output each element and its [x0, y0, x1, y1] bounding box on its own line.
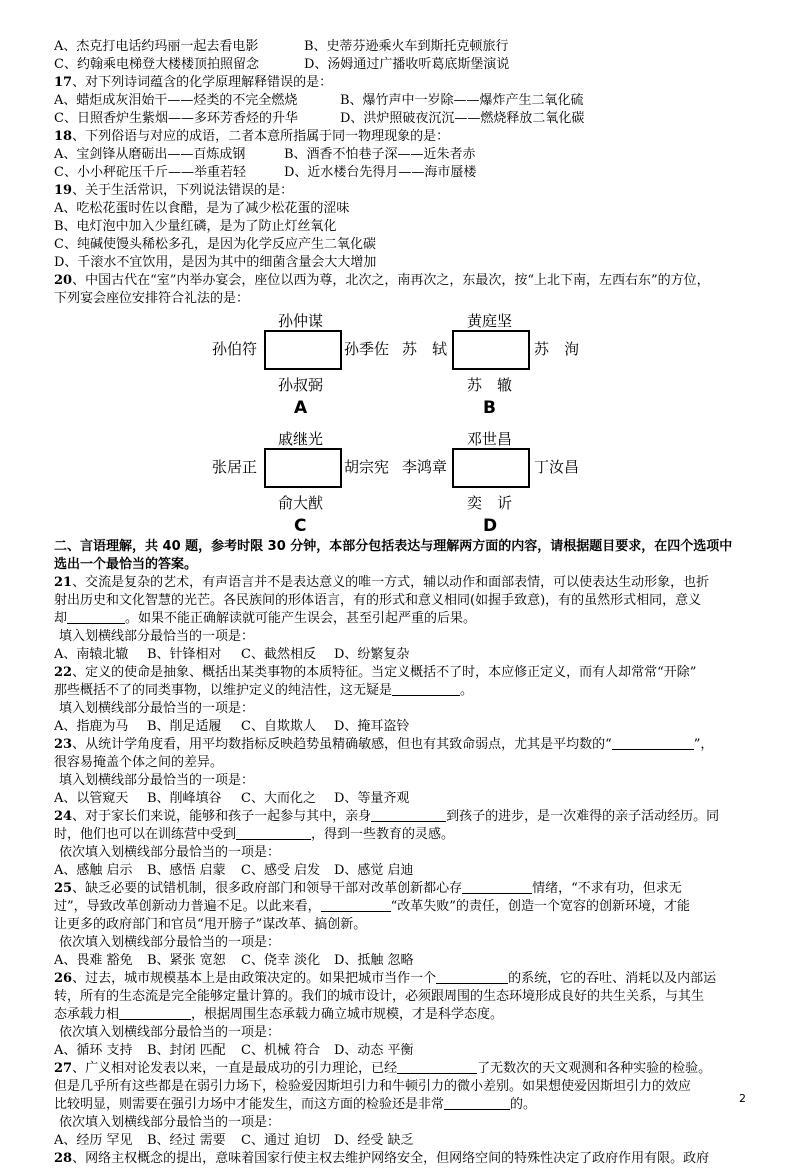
q27-option-b: B、经过 需要 [147, 1133, 226, 1148]
q17-option-d: D、洪炉照破夜沉沉——燃烧释放二氧化碳 [340, 111, 585, 126]
q26-text-1a: 、过去，城市规模基本上是由政策决定的。如果把城市当作一个 [72, 971, 437, 986]
q25-text-1b: 情绪，“不求有功，但求无 [532, 881, 682, 896]
q17-options-row-2 [54, 110, 754, 128]
q26-line-1 [54, 970, 754, 988]
q16-option-a: A、杰克打电话约玛丽一起去看电影 [54, 39, 259, 54]
q20-stem [54, 272, 754, 290]
q17-options-row-1 [54, 92, 754, 110]
q23-blank [612, 736, 694, 750]
q22-blank [392, 682, 460, 696]
q23-option-d: D、等量齐观 [334, 791, 410, 806]
q26-option-d: D、动态 平衡 [334, 1043, 414, 1058]
exam-page [54, 38, 754, 1168]
q26-option-b: B、封闭 匹配 [147, 1043, 226, 1058]
q21-number: 21 [54, 575, 73, 590]
q18-options-row-2 [54, 164, 754, 182]
q19-option-d: D、千滚水不宜饮用，是因为其中的细菌含量会大大增加 [54, 255, 377, 270]
q27-line-2: 但是几乎所有这些都是在弱引力场下，检验爱因斯坦引力和牛顿引力的微小差别。如果想使爱因斯坦引力的效应 [54, 1079, 692, 1094]
q24-option-c: C、感受 启发 [241, 863, 321, 878]
diagram-d-west: 李鸿章 [402, 458, 448, 476]
q23-option-b: B、削峰填谷 [147, 791, 222, 806]
q22-number: 22 [54, 665, 73, 680]
q26-line-2: 转，所有的生态流是完全能够定量计算的。我们的城市设计，必须跟周围的生态环境形成良好的共生关系，与其生 [54, 989, 705, 1004]
q19-option-b: B、电灯泡中加入少量红磷，是为了防止灯丝氧化 [54, 219, 337, 234]
q23-text-1a: 、从统计学角度看，用平均数指标反映趋势虽精确敏感，但也有其致命弱点，尤其是平均数的“ [72, 737, 612, 752]
q22-option-a: A、指鹿为马 [54, 719, 129, 734]
q27-text-1b: 了无数次的天文观测和各种实验的检验。 [477, 1061, 712, 1076]
q25-prompt: 依次填入划横线部分最恰当的一项是： [59, 935, 281, 950]
q27-line-3 [54, 1096, 754, 1114]
q27-option-a: A、经历 罕见 [54, 1133, 133, 1148]
diagram-b-label: B [483, 398, 496, 418]
q22-text-2a: 那些概括不了的同类事物，以维护定义的纯洁性，这无疑是 [54, 683, 393, 698]
diagram-a-east: 孙季佐 [344, 340, 390, 358]
diagram-a-north: 孙仲谋 [278, 312, 324, 330]
q24-text-1b: 到孩子的进步，是一次难得的亲子活动经历。同 [446, 809, 720, 824]
q23-options [54, 790, 754, 808]
q27-line-1 [54, 1060, 754, 1078]
q21-option-b: B、针锋相对 [147, 647, 222, 662]
q25-blank-1 [462, 880, 532, 894]
diagram-b-north: 黄庭坚 [467, 312, 513, 330]
q16-option-c: C、约翰乘电梯登大楼楼顶拍照留念 [54, 57, 259, 72]
q16-options-row-1 [54, 38, 754, 56]
q18-text: 、下列俗语与对应的成语，二者本意所指属于同一物理现象的是： [72, 129, 450, 144]
q18-option-b: B、酒香不怕巷子深——近朱者赤 [284, 147, 476, 162]
q21-option-a: A、南辕北辙 [54, 647, 129, 662]
q24-line-2 [54, 826, 754, 844]
q25-blank-2 [321, 898, 391, 912]
q26-option-a: A、循环 支持 [54, 1043, 133, 1058]
q27-text-1a: 、广义相对论发表以来，一直是最成功的引力理论，已经 [72, 1061, 398, 1076]
q23-option-a: A、以管窥天 [54, 791, 129, 806]
q17-option-c: C、日照香炉生紫烟——多环芳香烃的升华 [54, 111, 298, 126]
q19-stem [54, 182, 754, 200]
diagram-b-west: 苏 轼 [402, 340, 448, 358]
q17-option-b: B、爆竹声中一岁除——爆炸产生二氧化硫 [340, 93, 584, 108]
q19-option-c: C、纯碱使馒头稀松多孔，是因为化学反应产生二氧化碳 [54, 237, 376, 252]
q19-number: 19 [54, 183, 73, 198]
q25-option-b: B、紧张 宽恕 [147, 953, 226, 968]
q27-text-3a: 比较明显，则需要在强引力场中才能发生，而这方面的检验还是非常 [54, 1097, 445, 1112]
q24-line-1 [54, 808, 754, 826]
q24-text-2a: 时，他们也可以在训练营中受到 [54, 827, 237, 842]
q26-line-3 [54, 1006, 754, 1024]
q21-line-2: 射出历史和文化智慧的光芒。各民族间的形体语言，有的形式和意义相同(如握手致意)，有的虽然形式相同，意义 [54, 593, 702, 608]
q20-text-1: 、中国古代在“室”内举办宴会，座位以西为尊，北次之，南再次之，东最次，按“上北下南，左西右东”的方位， [72, 273, 710, 288]
q26-text-3a: 态承载力相 [54, 1007, 120, 1022]
q25-option-c: C、侥幸 淡化 [241, 953, 321, 968]
q27-text-3b: 的。 [510, 1097, 537, 1112]
q27-option-c: C、通过 迫切 [241, 1133, 321, 1148]
diagram-b-table [452, 330, 530, 370]
q22-option-d: D、掩耳盗铃 [334, 719, 410, 734]
q22-options [54, 718, 754, 736]
q21-text-3a: 却 [54, 611, 68, 626]
q24-option-d: D、感觉 启迪 [334, 863, 414, 878]
diagram-a-south: 孙叔弼 [278, 376, 324, 394]
q26-text-1b: 的系统，它的吞吐、消耗以及内部运 [508, 971, 717, 986]
diagram-d-label: D [483, 516, 498, 536]
diagram-d-north: 邓世昌 [467, 430, 513, 448]
page-number: 2 [739, 1092, 746, 1105]
q22-text-2b: 。 [460, 683, 474, 698]
q27-blank-1 [397, 1060, 477, 1074]
q22-line-1 [54, 664, 754, 682]
q17-option-a: A、蜡炬成灰泪始干——烃类的不完全燃烧 [54, 93, 298, 108]
q23-number: 23 [54, 737, 73, 752]
q25-line-3: 让更多的政府部门和官员“甩开膀子”谋改革、搞创新。 [54, 917, 367, 932]
diagram-c-west: 张居正 [212, 458, 258, 476]
q21-option-d: D、纷繁复杂 [334, 647, 410, 662]
q22-option-b: B、削足适履 [147, 719, 222, 734]
diagram-a-table [264, 330, 342, 370]
diagram-c-label: C [294, 516, 307, 536]
q26-prompt: 依次填入划横线部分最恰当的一项是： [59, 1025, 281, 1040]
q17-text: 、对下列诗词蕴含的化学原理解释错误的是： [72, 75, 333, 90]
section-2-heading-line-1: 二、言语理解，共 40 题，参考时限 30 分钟，本部分包括表达与理解两方面的内容，请根据题目要求，在四个选项中 [54, 539, 733, 554]
q28-line-1 [54, 1150, 754, 1168]
q25-options [54, 952, 754, 970]
q21-line-3 [54, 610, 754, 628]
q27-prompt: 依次填入划横线部分最恰当的一项是： [59, 1115, 281, 1130]
q23-line-2: 很容易掩盖个体之间的差异。 [54, 755, 224, 770]
q26-number: 26 [54, 971, 73, 986]
q21-option-c: C、截然相反 [241, 647, 316, 662]
q22-prompt: 填入划横线部分最恰当的一项是： [59, 701, 255, 716]
q16-option-d: D、汤姆通过广播收听葛底斯堡演说 [304, 57, 510, 72]
diagram-c-south: 俞大猷 [278, 494, 324, 512]
q21-line-1 [54, 574, 754, 592]
q17-number: 17 [54, 75, 73, 90]
q25-option-a: A、畏难 豁免 [54, 953, 133, 968]
q25-text-2b: “改革失败”的责任，创造一个宽容的创新环境，才能 [390, 899, 690, 914]
diagram-d-table [452, 448, 530, 488]
q26-blank-1 [436, 970, 508, 984]
q21-prompt: 填入划横线部分最恰当的一项是： [59, 629, 255, 644]
q24-text-1a: 、对于家长们来说，能够和孩子一起参与其中，亲身 [72, 809, 372, 824]
q25-option-d: D、抵触 忽略 [334, 953, 414, 968]
q19-option-a: A、吃松花蛋时佐以食醋，是为了减少松花蛋的涩味 [54, 201, 350, 216]
q21-text-3b: 。如果不能正确解读就可能产生误会，甚至引起严重的后果。 [125, 611, 477, 626]
q24-number: 24 [54, 809, 73, 824]
q24-blank-2 [236, 826, 311, 840]
q28-number: 28 [54, 1151, 73, 1166]
q21-blank [67, 610, 125, 624]
q22-line-2 [54, 682, 754, 700]
q16-options-row-2 [54, 56, 754, 74]
q23-text-1b: ”， [693, 737, 714, 752]
q27-blank-2 [444, 1096, 510, 1110]
q21-options [54, 646, 754, 664]
diagram-a-label: A [294, 398, 308, 418]
q18-options-row-1 [54, 146, 754, 164]
diagram-b-south: 苏 辙 [467, 376, 513, 394]
diagram-a-west: 孙伯符 [212, 340, 258, 358]
q23-line-1 [54, 736, 754, 754]
diagram-c-table [264, 448, 342, 488]
q19-text: 、关于生活常识，下列说法错误的是： [72, 183, 294, 198]
q26-options [54, 1042, 754, 1060]
q26-option-c: C、机械 符合 [241, 1043, 321, 1058]
q16-option-b: B、史蒂芬逊乘火车到斯托克顿旅行 [304, 39, 509, 54]
q18-stem [54, 128, 754, 146]
q25-line-2 [54, 898, 754, 916]
q27-option-d: D、经受 缺乏 [334, 1133, 414, 1148]
q18-option-c: C、小小秤砣压千斤——举重若轻 [54, 165, 246, 180]
diagram-d-east: 丁汝昌 [534, 458, 580, 476]
diagram-c-east: 胡宗宪 [344, 458, 390, 476]
q28-text-1: 、网络主权概念的提出，意味着国家行使主权去维护网络安全，但网络空间的特殊性决定了政府作用有限。政府 [72, 1151, 710, 1166]
q22-option-c: C、自欺欺人 [241, 719, 316, 734]
q24-options [54, 862, 754, 880]
q24-prompt: 依次填入划横线部分最恰当的一项是： [59, 845, 281, 860]
diagram-d-south: 奕 䜣 [467, 494, 513, 512]
section-2-heading-line-2: 选出一个最恰当的答案。 [54, 557, 198, 572]
q24-text-2b: ，得到一些教育的灵感。 [311, 827, 455, 842]
q25-text-1a: 、缺乏必要的试错机制，很多政府部门和领导干部对改革创新都心存 [72, 881, 463, 896]
q20-seating-diagrams [54, 308, 754, 538]
q22-text-1: 、定义的使命是抽象、概括出某类事物的本质特征。当定义概括不了时，本应修正定义，而有人却常常“开除” [72, 665, 697, 680]
q25-line-1 [54, 880, 754, 898]
diagram-b-east: 苏 洵 [534, 340, 580, 358]
q24-blank-1 [371, 808, 446, 822]
q26-text-3b: ，根据周围生态承载力确立城市规模，才是科学态度。 [191, 1007, 504, 1022]
q23-option-c: C、大而化之 [241, 791, 316, 806]
q27-options [54, 1132, 754, 1150]
q24-option-a: A、感触 启示 [54, 863, 133, 878]
q26-blank-2 [119, 1006, 191, 1020]
diagram-c-north: 戚继光 [278, 430, 324, 448]
q20-number: 20 [54, 273, 73, 288]
q20-text-2: 下列宴会座位安排符合礼法的是： [54, 291, 250, 306]
q27-number: 27 [54, 1061, 73, 1076]
q18-option-a: A、宝剑锋从磨砺出——百炼成钢 [54, 147, 246, 162]
q18-number: 18 [54, 129, 73, 144]
q25-text-2a: 过”，导致改革创新动力普遍不足。以此来看， [54, 899, 321, 914]
q18-option-d: D、近水楼台先得月——海市蜃楼 [284, 165, 477, 180]
q17-stem [54, 74, 754, 92]
q21-text-1: 、交流是复杂的艺术，有声语言并不是表达意义的唯一方式，辅以动作和面部表情，可以使表达生动形象，也折 [72, 575, 710, 590]
q24-option-b: B、感悟 启蒙 [147, 863, 226, 878]
q23-prompt: 填入划横线部分最恰当的一项是： [59, 773, 255, 788]
q25-number: 25 [54, 881, 73, 896]
